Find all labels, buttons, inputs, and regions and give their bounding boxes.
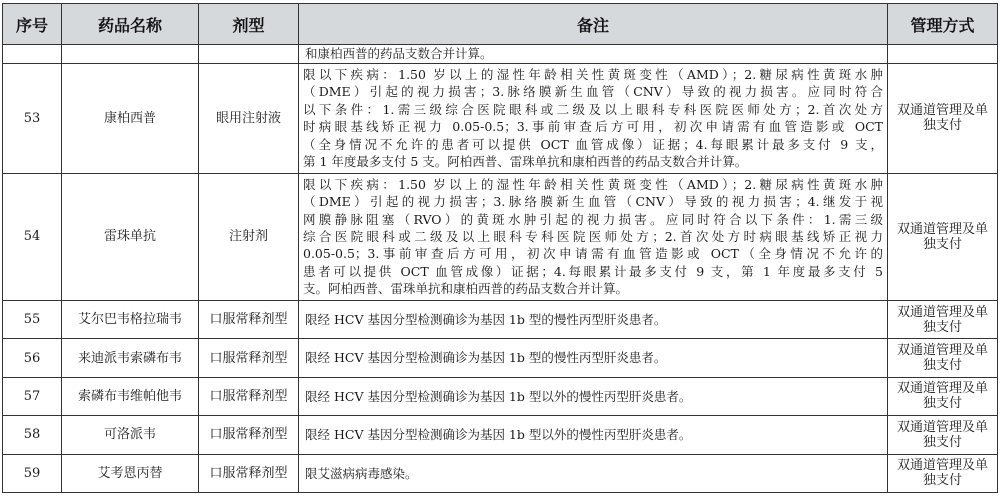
management-method: 双通道管理及单独支付 bbox=[888, 173, 998, 300]
remark-line: 以下条件：1.需三级综合医院眼科或二级及以上眼科专科医院医师处方；2.首次处方 bbox=[303, 101, 883, 117]
remark-line: 限经 HCV 基因分型检测确诊为基因 1b 型的慢性丙型肝炎患者。 bbox=[305, 311, 667, 327]
dosage-form: 口服常释剂型 bbox=[199, 339, 299, 377]
management-method: 双通道管理及单独支付 bbox=[888, 377, 998, 415]
drug-name: 艾考恩丙替 bbox=[62, 454, 199, 492]
management-method: 双通道管理及单独支付 bbox=[888, 64, 998, 173]
table-row bbox=[3, 64, 998, 173]
dosage-form: 口服常释剂型 bbox=[199, 377, 299, 415]
remark-line: 限艾滋病病毒感染。 bbox=[305, 465, 418, 481]
remark-line: （DME）引起的视力损害；3.脉络膜新生血管（CNV）导致的视力损害；4.继发于视 bbox=[303, 194, 883, 210]
management-method bbox=[888, 45, 998, 64]
remark-cell bbox=[299, 64, 888, 173]
row-number: 55 bbox=[3, 300, 62, 338]
row-number bbox=[3, 45, 62, 64]
remark-line: 限经 HCV 基因分型检测确诊为基因 1b 型的慢性丙型肝炎患者。 bbox=[305, 350, 667, 366]
table-row bbox=[3, 300, 998, 338]
table-row bbox=[3, 377, 998, 415]
drug-name: 雷珠单抗 bbox=[62, 173, 199, 300]
header-mgmt: 管理方式 bbox=[888, 4, 998, 45]
table-row bbox=[3, 173, 998, 300]
drug-name: 来迪派韦索磷布韦 bbox=[62, 339, 199, 377]
remark-line: 综合医院眼科或二级及以上眼科专科医院医师处方；2.首次处方时病眼基线矫正视力 bbox=[303, 229, 883, 245]
remark-line: （全身情况不允许的患者可以提供 OCT 血管成像）证据；4.每眼累计最多支付 9 支， bbox=[303, 136, 883, 152]
header-note: 备注 bbox=[299, 4, 888, 45]
management-method: 双通道管理及单独支付 bbox=[888, 339, 998, 377]
table-row bbox=[3, 416, 998, 454]
remark-line: 限经 HCV 基因分型检测确诊为基因 1b 型以外的慢性丙型肝炎患者。 bbox=[305, 427, 692, 443]
dosage-form bbox=[199, 45, 299, 64]
table-row bbox=[3, 339, 998, 377]
row-number: 56 bbox=[3, 339, 62, 377]
row-number: 58 bbox=[3, 416, 62, 454]
remark-line: 限以下疾病：1.50 岁以上的湿性年龄相关性黄斑变性（AMD）；2.糖尿病性黄斑水肿 bbox=[303, 67, 883, 83]
remark-line: 0.05-0.5；3.事前审查后方可用，初次申请需有血管造影或 OCT（全身情况不允许的 bbox=[303, 246, 883, 262]
drug-table bbox=[2, 3, 998, 493]
drug-name: 索磷布韦维帕他韦 bbox=[62, 377, 199, 415]
drug-name: 艾尔巴韦格拉瑞韦 bbox=[62, 300, 199, 338]
remark-line: 时病眼基线矫正视力 0.05-0.5；3.事前审查后方可用，初次申请需有血管造影或 OCT bbox=[303, 119, 883, 135]
row-number: 57 bbox=[3, 377, 62, 415]
remark-cell bbox=[299, 339, 888, 377]
table-body bbox=[3, 45, 998, 493]
header-no: 序号 bbox=[3, 4, 62, 45]
remark-line: 和康柏西普的药品支数合并计算。 bbox=[305, 46, 493, 62]
row-number: 54 bbox=[3, 173, 62, 300]
dosage-form: 眼用注射液 bbox=[199, 64, 299, 173]
remark-line: 限以下疾病：1.50 岁以上的湿性年龄相关性黄斑变性（AMD）；2.糖尿病性黄斑水肿 bbox=[303, 176, 883, 192]
remark-line: （DME）引起的视力损害；3.脉络膜新生血管（CNV）导致的视力损害。应同时符合 bbox=[303, 84, 883, 100]
remark-line: 患者可以提供 OCT 血管成像）证据；4.每眼累计最多支付 9 支，第 1 年度最多支付 5 bbox=[303, 263, 883, 279]
header-row bbox=[3, 4, 998, 45]
remark-cell bbox=[299, 173, 888, 300]
remark-cell bbox=[299, 377, 888, 415]
drug-name: 可洛派韦 bbox=[62, 416, 199, 454]
management-method: 双通道管理及单独支付 bbox=[888, 416, 998, 454]
dosage-form: 注射剂 bbox=[199, 173, 299, 300]
dosage-form: 口服常释剂型 bbox=[199, 300, 299, 338]
remark-line: 限经 HCV 基因分型检测确诊为基因 1b 型以外的慢性丙型肝炎患者。 bbox=[305, 388, 692, 404]
remark-line: 网膜静脉阻塞（RVO）的黄斑水肿引起的视力损害。应同时符合以下条件：1.需三级 bbox=[303, 211, 883, 227]
header-form: 剂型 bbox=[199, 4, 299, 45]
management-method: 双通道管理及单独支付 bbox=[888, 454, 998, 492]
management-method: 双通道管理及单独支付 bbox=[888, 300, 998, 338]
table-row bbox=[3, 45, 998, 64]
row-number: 59 bbox=[3, 454, 62, 492]
remark-line: 支。阿柏西普、雷珠单抗和康柏西普的药品支数合并计算。 bbox=[303, 281, 629, 297]
drug-name: 康柏西普 bbox=[62, 64, 199, 173]
dosage-form: 口服常释剂型 bbox=[199, 454, 299, 492]
remark-cell bbox=[299, 416, 888, 454]
header-name: 药品名称 bbox=[62, 4, 199, 45]
remark-cell bbox=[299, 454, 888, 492]
remark-cell bbox=[299, 45, 888, 64]
remark-cell bbox=[299, 300, 888, 338]
drug-name bbox=[62, 45, 199, 64]
row-number: 53 bbox=[3, 64, 62, 173]
table-row bbox=[3, 454, 998, 492]
remark-line: 第 1 年度最多支付 5 支。阿柏西普、雷珠单抗和康柏西普的药品支数合并计算。 bbox=[303, 154, 748, 170]
dosage-form: 口服常释剂型 bbox=[199, 416, 299, 454]
